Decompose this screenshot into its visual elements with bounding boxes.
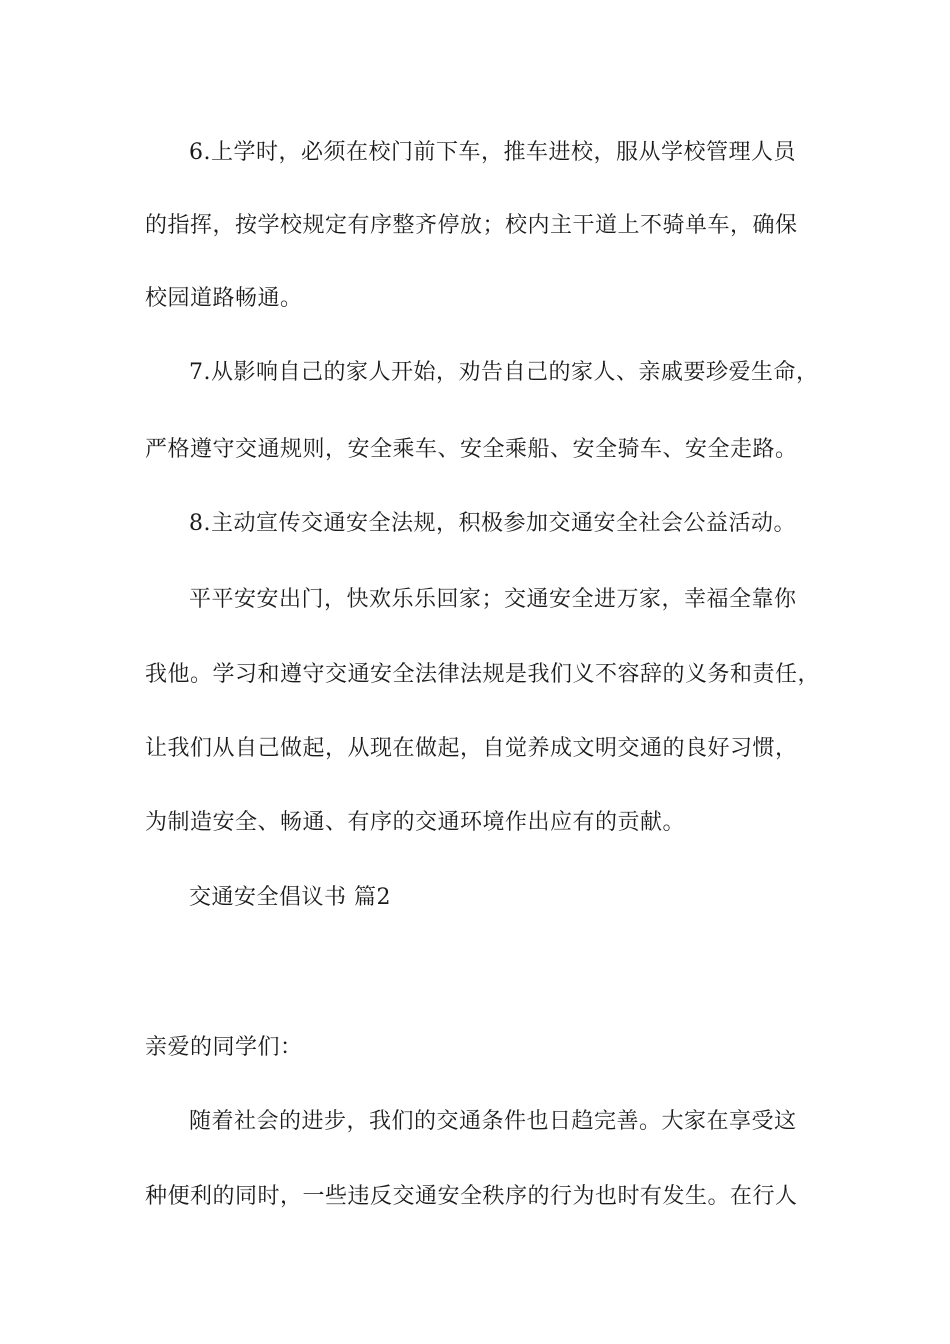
paragraph-line: 让我们从自己做起，从现在做起，自觉养成文明交通的良好习惯，	[145, 736, 798, 761]
paragraph-line: 的指挥，按学校规定有序整齐停放；校内主干道上不骑单车，确保	[145, 213, 798, 238]
paragraph-line: 为制造安全、畅通、有序的交通环境作出应有的贡献。	[145, 810, 686, 835]
paragraph-line: 我他。学习和遵守交通安全法律法规是我们义不容辞的义务和责任，	[145, 662, 821, 687]
paragraph-line: 严格遵守交通规则，安全乘车、安全乘船、安全骑车、安全走路。	[145, 437, 798, 462]
paragraph-line: 6.上学时，必须在校门前下车，推车进校，服从学校管理人员	[189, 140, 796, 165]
paragraph-line: 8.主动宣传交通安全法规，积极参加交通安全社会公益活动。	[189, 511, 796, 536]
section-heading: 交通安全倡议书 篇2	[189, 885, 391, 910]
paragraph-line: 校园道路畅通。	[145, 286, 303, 311]
salutation: 亲爱的同学们：	[145, 1035, 303, 1060]
paragraph-line: 种便利的同时，一些违反交通安全秩序的行为也时有发生。在行人	[145, 1184, 798, 1209]
paragraph-line: 平平安安出门，快欢乐乐回家；交通安全进万家，幸福全靠你	[189, 587, 797, 612]
paragraph-line: 7.从影响自己的家人开始，劝告自己的家人、亲戚要珍爱生命，	[189, 360, 819, 385]
paragraph-line: 随着社会的进步，我们的交通条件也日趋完善。大家在享受这	[189, 1109, 797, 1134]
